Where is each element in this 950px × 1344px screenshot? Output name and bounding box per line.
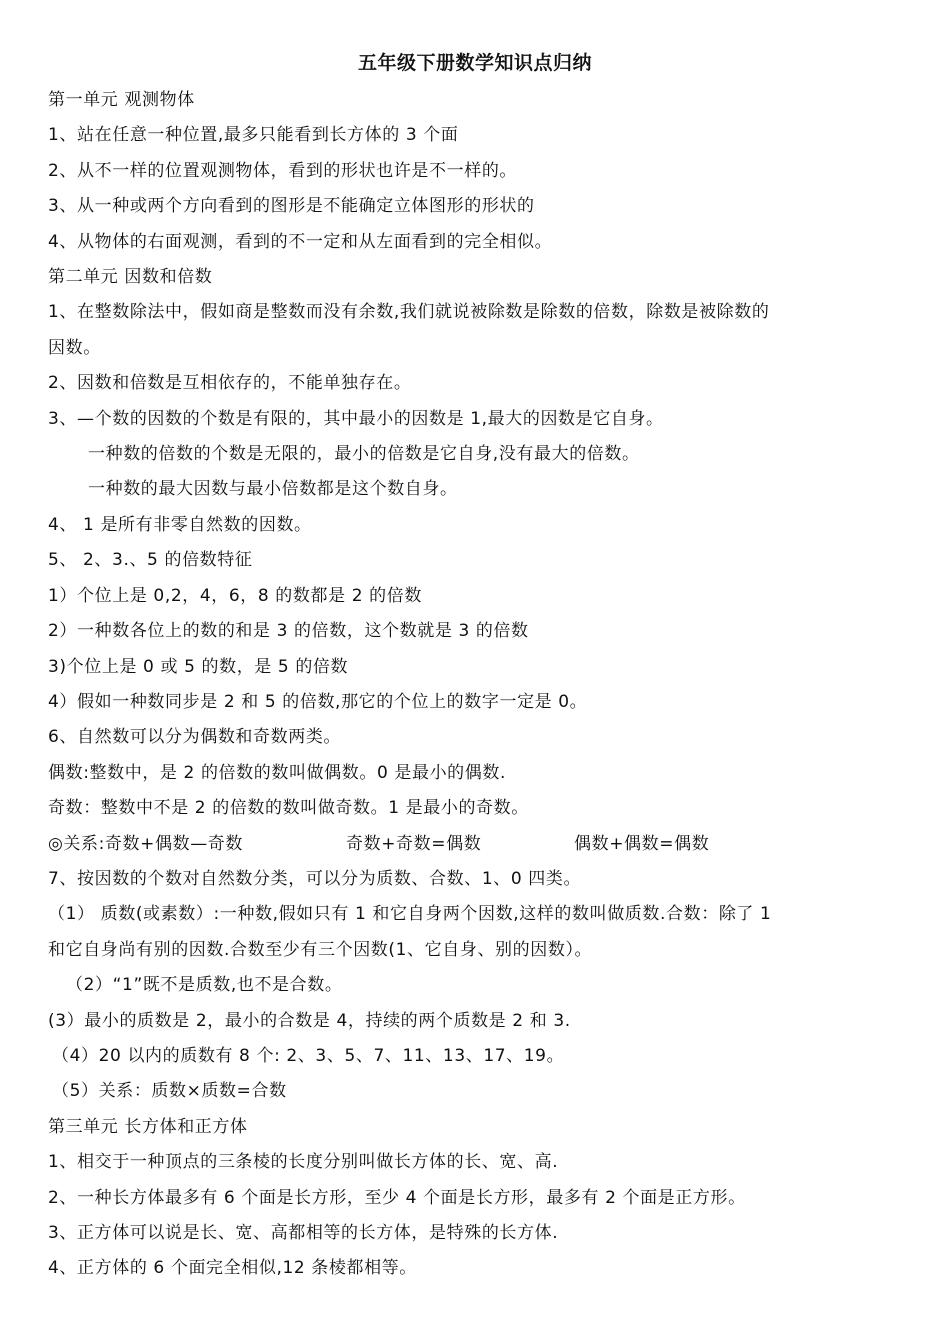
text-line: （5）关系：质数×质数=合数 xyxy=(52,1081,287,1102)
text-line: 1、在整数除法中，假如商是整数而没有余数,我们就说被除数是除数的倍数，除数是被除数的 xyxy=(48,302,770,323)
text-line: 2）一种数各位上的数的和是 3 的倍数，这个数就是 3 的倍数 xyxy=(48,621,529,642)
text-line: 3)个位上是 0 或 5 的数，是 5 的倍数 xyxy=(48,656,349,677)
document-title: 五年级下册数学知识点归纳 xyxy=(357,52,592,74)
text-line: 1、站在任意一种位置,最多只能看到长方体的 3 个面 xyxy=(48,125,459,146)
text-line: 1）个位上是 0,2，4，6，8 的数都是 2 的倍数 xyxy=(48,585,422,606)
text-line: 5、 2、3.、5 的倍数特征 xyxy=(48,550,253,571)
text-line: 3、—个数的因数的个数是有限的，其中最小的因数是 1,最大的因数是它自身。 xyxy=(48,408,664,429)
text-line: 偶数:整数中，是 2 的倍数的数叫做偶数。0 是最小的偶数. xyxy=(48,762,506,783)
text-line: 因数。 xyxy=(48,337,101,358)
text-line: 1、相交于一种顶点的三条棱的长度分别叫做长方体的长、宽、高. xyxy=(48,1152,559,1173)
text-line: 2、因数和倍数是互相依存的，不能单独存在。 xyxy=(48,373,412,394)
text-line: 6、自然数可以分为偶数和奇数两类。 xyxy=(48,727,342,748)
relation-line xyxy=(48,827,908,862)
text-line: （2）“1”既不是质数,也不是合数。 xyxy=(66,975,343,996)
text-line: 2、一种长方体最多有 6 个面是长方形，至少 4 个面是长方形，最多有 2 个面是正方形。 xyxy=(48,1187,746,1208)
text-line: 一种数的倍数的个数是无限的，最小的倍数是它自身,没有最大的倍数。 xyxy=(88,444,640,465)
relation-odd-even: ◎关系:奇数+偶数—奇数 xyxy=(48,833,244,854)
text-line: 和它自身尚有别的因数.合数至少有三个因数(1、它自身、别的因数）。 xyxy=(48,939,593,960)
text-line: 7、按因数的个数对自然数分类，可以分为质数、合数、1、0 四类。 xyxy=(48,868,582,889)
text-line: 2、从不一样的位置观测物体，看到的形状也许是不一样的。 xyxy=(48,160,518,181)
text-line: 奇数：整数中不是 2 的倍数的数叫做奇数。1 是最小的奇数。 xyxy=(48,798,529,819)
text-line: 3、从一种或两个方向看到的图形是不能确定立体图形的形状的 xyxy=(48,196,535,217)
text-line: 4）假如一种数同步是 2 和 5 的倍数,那它的个位上的数字一定是 0。 xyxy=(48,691,588,712)
text-line: （1） 质数(或素数）:一种数,假如只有 1 和它自身两个因数,这样的数叫做质数.合数：除了 1 xyxy=(48,904,772,925)
text-line: (3）最小的质数是 2，最小的合数是 4，持续的两个质数是 2 和 3. xyxy=(48,1010,571,1031)
text-line: 4、正方体的 6 个面完全相似,12 条棱都相等。 xyxy=(48,1258,417,1279)
text-line: （4）20 以内的质数有 8 个: 2、3、5、7、11、13、17、19。 xyxy=(52,1045,565,1066)
document-body xyxy=(48,83,908,1287)
text-line: 一种数的最大因数与最小倍数都是这个数自身。 xyxy=(88,479,458,500)
unit-heading-1: 第一单元 观测物体 xyxy=(48,90,195,110)
unit-heading-2: 第二单元 因数和倍数 xyxy=(48,267,213,288)
relation-odd-odd: 奇数+奇数=偶数 xyxy=(346,833,482,854)
text-line: 3、正方体可以说是长、宽、高都相等的长方体，是特殊的长方体. xyxy=(48,1223,559,1243)
text-line: 4、 1 是所有非零自然数的因数。 xyxy=(48,514,312,535)
unit-heading-3: 第三单元 长方体和正方体 xyxy=(48,1116,248,1137)
text-line: 4、从物体的右面观测，看到的不一定和从左面看到的完全相似。 xyxy=(48,231,553,252)
relation-even-even: 偶数+偶数=偶数 xyxy=(574,833,710,854)
